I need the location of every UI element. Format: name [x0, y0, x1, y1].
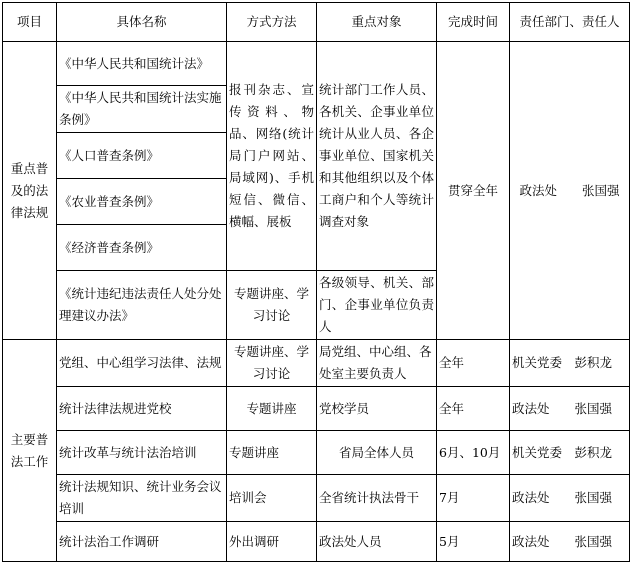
- category-cell: 主要普法工作: [3, 340, 57, 562]
- category-cell: 重点普及的法律法规: [3, 42, 57, 340]
- target-cell: 全省统计执法骨干: [317, 475, 437, 522]
- work-name-cell: 统计改革与统计法治培训: [57, 431, 227, 475]
- table-row: [3, 475, 630, 522]
- method-cell: 专题讲座、学习讨论: [227, 271, 317, 340]
- responsible-cell: 政法处 张国强: [510, 475, 630, 522]
- method-cell: 报刊杂志、宣传资料、物品、网络(统计局门户网站、局域网)、手机短信、微信、横幅、展板: [227, 42, 317, 271]
- responsible-cell: 政法处 张国强: [510, 42, 630, 340]
- work-name-cell: 统计法律法规进党校: [57, 387, 227, 431]
- target-cell: 各级领导、机关、部门、企事业单位负责人: [317, 271, 437, 340]
- time-cell: 全年: [437, 387, 510, 431]
- law-name-cell: 《统计违纪违法责任人处分处理建议办法》: [57, 271, 227, 340]
- header-method: 方式方法: [227, 3, 317, 42]
- header-responsible: 责任部门、责任人: [510, 3, 630, 42]
- header-target: 重点对象: [317, 3, 437, 42]
- header-project: 项目: [3, 3, 57, 42]
- method-cell: 专题讲座: [227, 387, 317, 431]
- law-name-cell: 《中华人民共和国统计法实施条例》: [57, 86, 227, 133]
- method-cell: 专题讲座、学习讨论: [227, 340, 317, 387]
- header-row: [3, 3, 630, 42]
- responsible-cell: 政法处 张国强: [510, 387, 630, 431]
- responsible-cell: 机关党委 彭积龙: [510, 340, 630, 387]
- header-time: 完成时间: [437, 3, 510, 42]
- law-name-cell: 《农业普查条例》: [57, 179, 227, 225]
- target-cell: 政法处人员: [317, 522, 437, 562]
- time-cell: 7月: [437, 475, 510, 522]
- table-row: [3, 431, 630, 475]
- target-cell: 局党组、中心组、各处室主要负责人: [317, 340, 437, 387]
- work-name-cell: 统计法治工作调研: [57, 522, 227, 562]
- time-cell: 全年: [437, 340, 510, 387]
- time-cell: 贯穿全年: [437, 42, 510, 340]
- work-name-cell: 统计法规知识、统计业务会议培训: [57, 475, 227, 522]
- method-cell: 专题讲座: [227, 431, 317, 475]
- law-name-cell: 《中华人民共和国统计法》: [57, 42, 227, 86]
- method-cell: 培训会: [227, 475, 317, 522]
- time-cell: 6月、10月: [437, 431, 510, 475]
- table-row: [3, 387, 630, 431]
- work-name-cell: 党组、中心组学习法律、法规: [57, 340, 227, 387]
- law-name-cell: 《经济普查条例》: [57, 225, 227, 271]
- target-cell: 统计部门工作人员、各机关、企事业单位统计从业人员、各企事业单位、国家机关和其他组织以及个体工商户和个人等统计调查对象: [317, 42, 437, 271]
- table-row: [3, 340, 630, 387]
- plan-table: [2, 2, 630, 562]
- header-name: 具体名称: [57, 3, 227, 42]
- responsible-cell: 政法处 张国强: [510, 522, 630, 562]
- target-cell: 党校学员: [317, 387, 437, 431]
- target-cell: 省局全体人员: [317, 431, 437, 475]
- law-name-cell: 《人口普查条例》: [57, 133, 227, 179]
- table-row: [3, 42, 630, 86]
- time-cell: 5月: [437, 522, 510, 562]
- responsible-cell: 机关党委 彭积龙: [510, 431, 630, 475]
- method-cell: 外出调研: [227, 522, 317, 562]
